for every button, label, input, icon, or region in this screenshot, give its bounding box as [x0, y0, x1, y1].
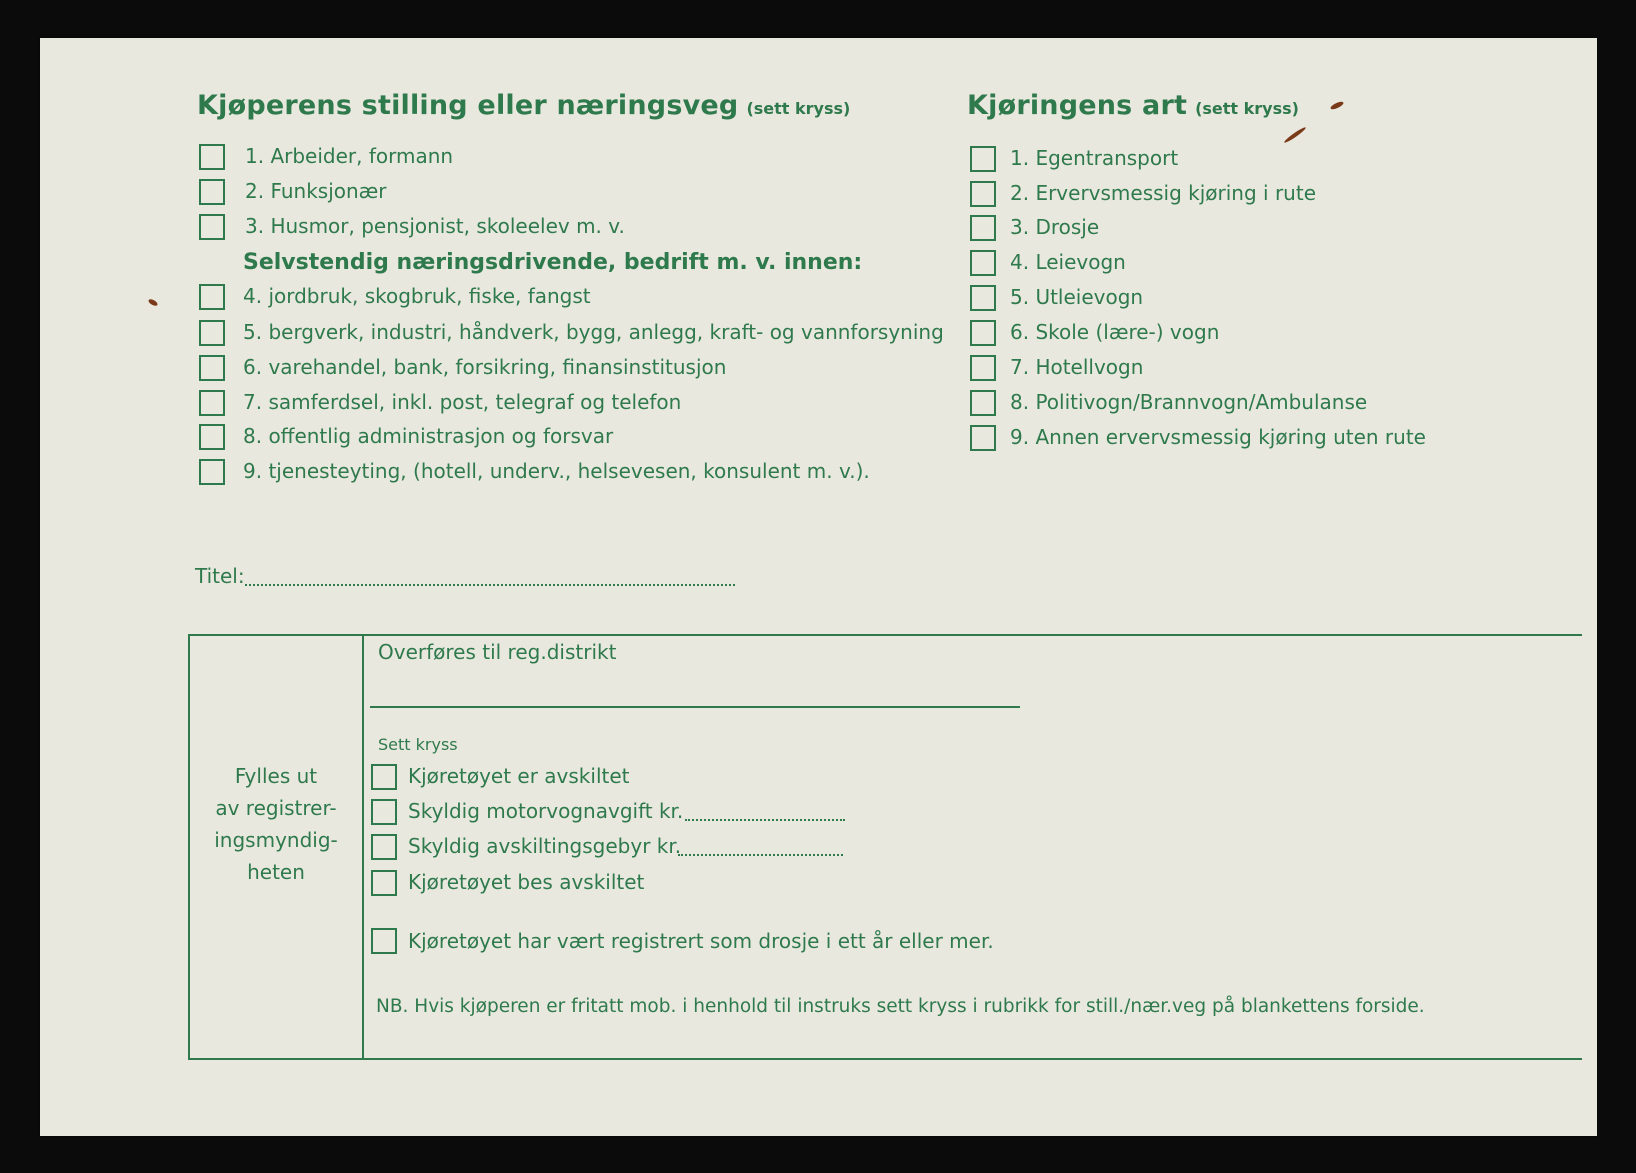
side-label-line-1: Fylles ut	[234, 764, 318, 788]
driving-item-8: 8. Politivogn/Brannvogn/Ambulanse	[1010, 390, 1368, 414]
business-item-5: 5. bergverk, industri, håndverk, bygg, anlegg, kraft- og vannforsyning	[243, 320, 944, 344]
driving-item-3: 3. Drosje	[1010, 215, 1100, 239]
check-item-motor-fee: Skyldig motorvognavgift kr.	[408, 799, 684, 823]
checkbox-driving-6[interactable]	[970, 320, 996, 346]
checkbox-driving-3[interactable]	[970, 215, 996, 241]
checkbox-driving-9[interactable]	[970, 425, 996, 451]
checkbox-plate-fee[interactable]	[371, 834, 397, 860]
box-top-border	[188, 634, 1582, 636]
transfer-district-input-line[interactable]	[370, 706, 1020, 708]
check-item-drosje-year: Kjøretøyet har vært registrert som drosje i ett år eller mer.	[408, 929, 994, 953]
title-input-line[interactable]	[245, 584, 735, 586]
business-item-9: 9. tjenesteyting, (hotell, underv., helsevesen, konsulent m. v.).	[243, 459, 870, 483]
checkbox-drosje-year[interactable]	[371, 928, 397, 954]
driving-item-5: 5. Utleievogn	[1010, 285, 1144, 309]
driving-type-heading	[967, 90, 1299, 121]
buyer-occupation-note: (sett kryss)	[746, 99, 851, 118]
occupation-item-2: 2. Funksjonær	[245, 179, 387, 203]
box-bottom-border	[188, 1058, 1582, 1060]
driving-item-1: 1. Egentransport	[1010, 146, 1179, 170]
checkbox-business-9[interactable]	[199, 459, 225, 485]
checkbox-occupation-1[interactable]	[199, 144, 225, 170]
motor-fee-amount-line[interactable]	[685, 819, 845, 821]
business-item-6: 6. varehandel, bank, forsikring, finansinstitusjon	[243, 355, 727, 379]
side-label-line-4: heten	[247, 860, 305, 884]
driving-item-6: 6. Skole (lære-) vogn	[1010, 320, 1220, 344]
checkbox-driving-2[interactable]	[970, 181, 996, 207]
buyer-occupation-heading	[197, 90, 850, 121]
checkbox-driving-5[interactable]	[970, 285, 996, 311]
checkbox-business-5[interactable]	[199, 320, 225, 346]
checkbox-business-4[interactable]	[199, 284, 225, 310]
check-item-request-deregister: Kjøretøyet bes avskiltet	[408, 870, 645, 894]
business-item-4: 4. jordbruk, skogbruk, fiske, fangst	[243, 284, 591, 308]
form-sheet	[40, 38, 1597, 1136]
check-item-plate-fee: Skyldig avskiltingsgebyr kr.	[408, 834, 682, 858]
self-employed-subheading: Selvstendig næringsdrivende, bedrift m. v. innen:	[243, 250, 863, 275]
checkbox-motor-fee[interactable]	[371, 799, 397, 825]
rust-mark	[1283, 126, 1307, 144]
side-label-line-3: ingsmyndig-	[214, 828, 338, 852]
driving-item-9: 9. Annen ervervsmessig kjøring uten rute	[1010, 425, 1426, 449]
rust-mark	[1330, 100, 1345, 110]
title-label: Titel:	[195, 564, 245, 588]
authority-side-label	[190, 760, 362, 888]
checkbox-request-deregister[interactable]	[371, 870, 397, 896]
driving-type-title: Kjøringens art	[967, 90, 1188, 121]
business-item-8: 8. offentlig administrasjon og forsvar	[243, 424, 614, 448]
driving-item-4: 4. Leievogn	[1010, 250, 1126, 274]
rust-mark	[147, 298, 158, 307]
checkbox-driving-1[interactable]	[970, 146, 996, 172]
checkbox-driving-8[interactable]	[970, 390, 996, 416]
occupation-item-1: 1. Arbeider, formann	[245, 144, 454, 168]
driving-item-7: 7. Hotellvogn	[1010, 355, 1144, 379]
check-note: Sett kryss	[378, 735, 458, 754]
checkbox-occupation-3[interactable]	[199, 214, 225, 240]
check-item-deregistered: Kjøretøyet er avskiltet	[408, 764, 630, 788]
transfer-district-label: Overføres til reg.distrikt	[378, 640, 617, 664]
driving-item-2: 2. Ervervsmessig kjøring i rute	[1010, 181, 1316, 205]
box-divider	[362, 634, 364, 1060]
checkbox-occupation-2[interactable]	[199, 179, 225, 205]
plate-fee-amount-line[interactable]	[678, 854, 843, 856]
checkbox-business-6[interactable]	[199, 355, 225, 381]
buyer-occupation-title: Kjøperens stilling eller næringsveg	[197, 90, 739, 121]
occupation-item-3: 3. Husmor, pensjonist, skoleelev m. v.	[245, 214, 625, 238]
checkbox-business-7[interactable]	[199, 390, 225, 416]
checkbox-driving-7[interactable]	[970, 355, 996, 381]
nb-note: NB. Hvis kjøperen er fritatt mob. i henhold til instruks sett kryss i rubrikk for still./nær.veg på blankettens forside.	[376, 996, 1425, 1017]
checkbox-deregistered[interactable]	[371, 764, 397, 790]
side-label-line-2: av registrer-	[215, 796, 337, 820]
checkbox-driving-4[interactable]	[970, 250, 996, 276]
checkbox-business-8[interactable]	[199, 424, 225, 450]
driving-type-note: (sett kryss)	[1195, 99, 1299, 118]
business-item-7: 7. samferdsel, inkl. post, telegraf og telefon	[243, 390, 682, 414]
